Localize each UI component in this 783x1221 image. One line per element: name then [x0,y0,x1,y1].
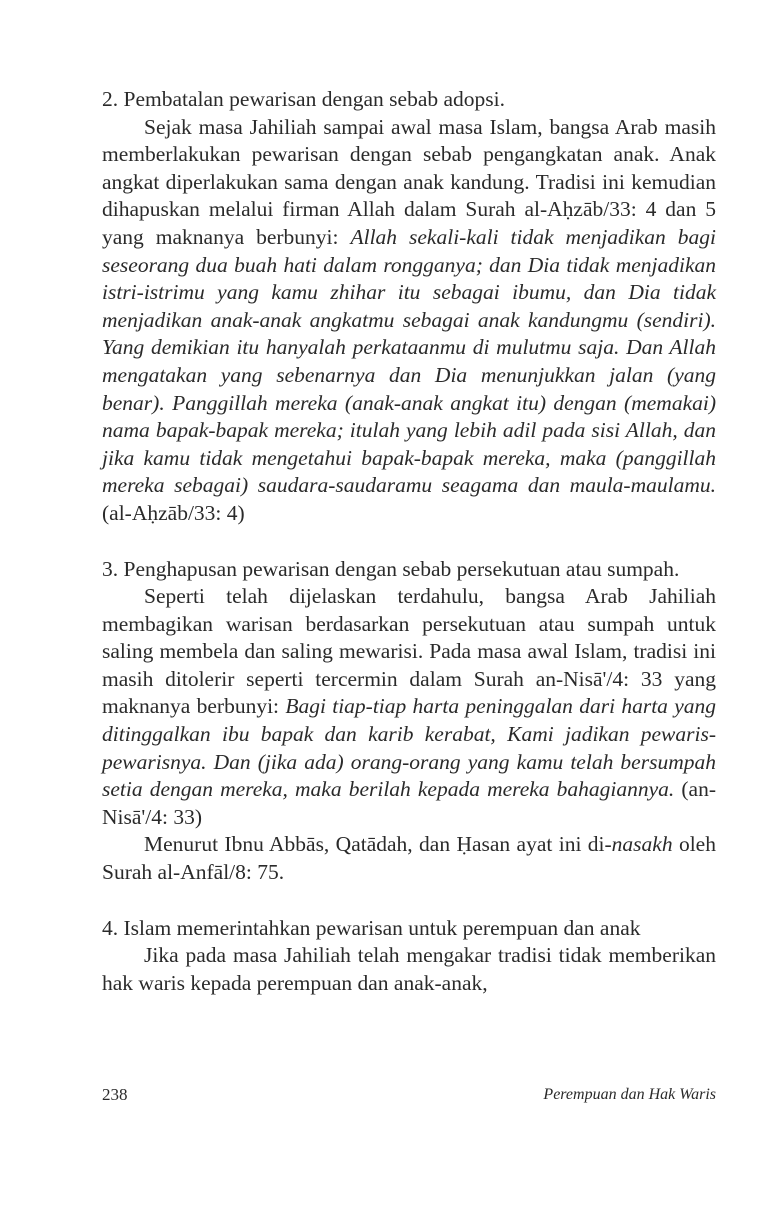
page-number: 238 [102,1085,128,1104]
spacer [102,887,716,915]
section-3-p2-end: oleh Surah al-Anfāl/8: 75. [102,832,716,885]
section-2-reference: (al-Aḥzāb/33: 4) [102,500,245,525]
section-4-heading: 4. Islam memerintahkan pewarisan untuk perempuan dan anak [102,915,641,940]
section-3-heading: 3. Penghapusan pewarisan dengan sebab persekutuan atau sumpah. [102,556,680,581]
section-2-heading: 2. Pembatalan pewarisan dengan sebab adopsi. [102,87,505,111]
section-3-paragraph-1 [102,583,716,831]
section-3-quote: Bagi tiap-tiap harta peninggalan dari harta yang ditinggalkan ibu bapak dan karib kerabat, Kami jadikan pewaris-pewarisnya. Dan (jika ada) orang-orang yang kamu telah bersumpah setia dengan mereka, maka berilah kepada mereka bahagiannya. [102,694,716,802]
section-2-quote: Allah sekali-kali tidak menjadikan bagi seseorang dua buah hati dalam rongganya; dan Dia tidak menjadikan istri-istrimu yang kamu zhihar itu sebagai ibumu, dan Dia tidak menjadikan anak-anak angkatmu sebagai anak kandungmu (sendiri). Yang demikian itu hanyalah perkataanmu di mulutmu saja. Dan Allah mengatakan yang sebenarnya dan Dia menunjukkan jalan (yang benar). Panggillah mereka (anak-anak angkat itu) dengan (memakai) nama bapak-bapak mereka; itulah yang lebih adil pada sisi Allah, dan jika kamu tidak mengetahui bapak-bapak mereka, maka (panggillah mereka sebagai) saudara-saudaramu seagama dan maula-maulamu. [102,224,717,498]
section-2-paragraph [102,114,716,528]
section-3-text: Seperti telah dijelaskan terdahulu, bangsa Arab Jahiliah membagikan warisan berdasarkan persekutuan atau sumpah untuk saling membela dan saling mewarisi. Pada masa awal Islam, tradisi ini masih ditolerir seperti tercermin dalam Surah an-Nisā'/4: 33 yang maknanya berbunyi: [102,584,716,719]
body-text [102,86,716,997]
section-3-p2-italic: nasakh [611,832,673,857]
section-3-reference: (an-Nisā'/4: 33) [102,777,716,829]
section-3-paragraph-2 [102,831,716,886]
running-title: Perempuan dan Hak Waris [543,1086,716,1103]
spacer [102,528,716,556]
section-2-text: Sejak masa Jahiliah sampai awal masa Islam, bangsa Arab masih memberlakukan pewarisan dengan sebab pengangkatan anak. Anak angkat diperlakukan sama dengan anak kandung. Tradisi ini kemudian dihapuskan melalui firman Allah dalam Surah al-Aḥzāb/33: 4 dan 5 yang maknanya berbunyi: [102,114,716,249]
section-3-p2-start: Menurut Ibnu Abbās, Qatādah, dan Ḥasan ayat ini di- [144,832,612,857]
section-4-paragraph: Jika pada masa Jahiliah telah mengakar tradisi tidak memberikan hak waris kepada perempuan dan anak-anak, [102,943,716,995]
